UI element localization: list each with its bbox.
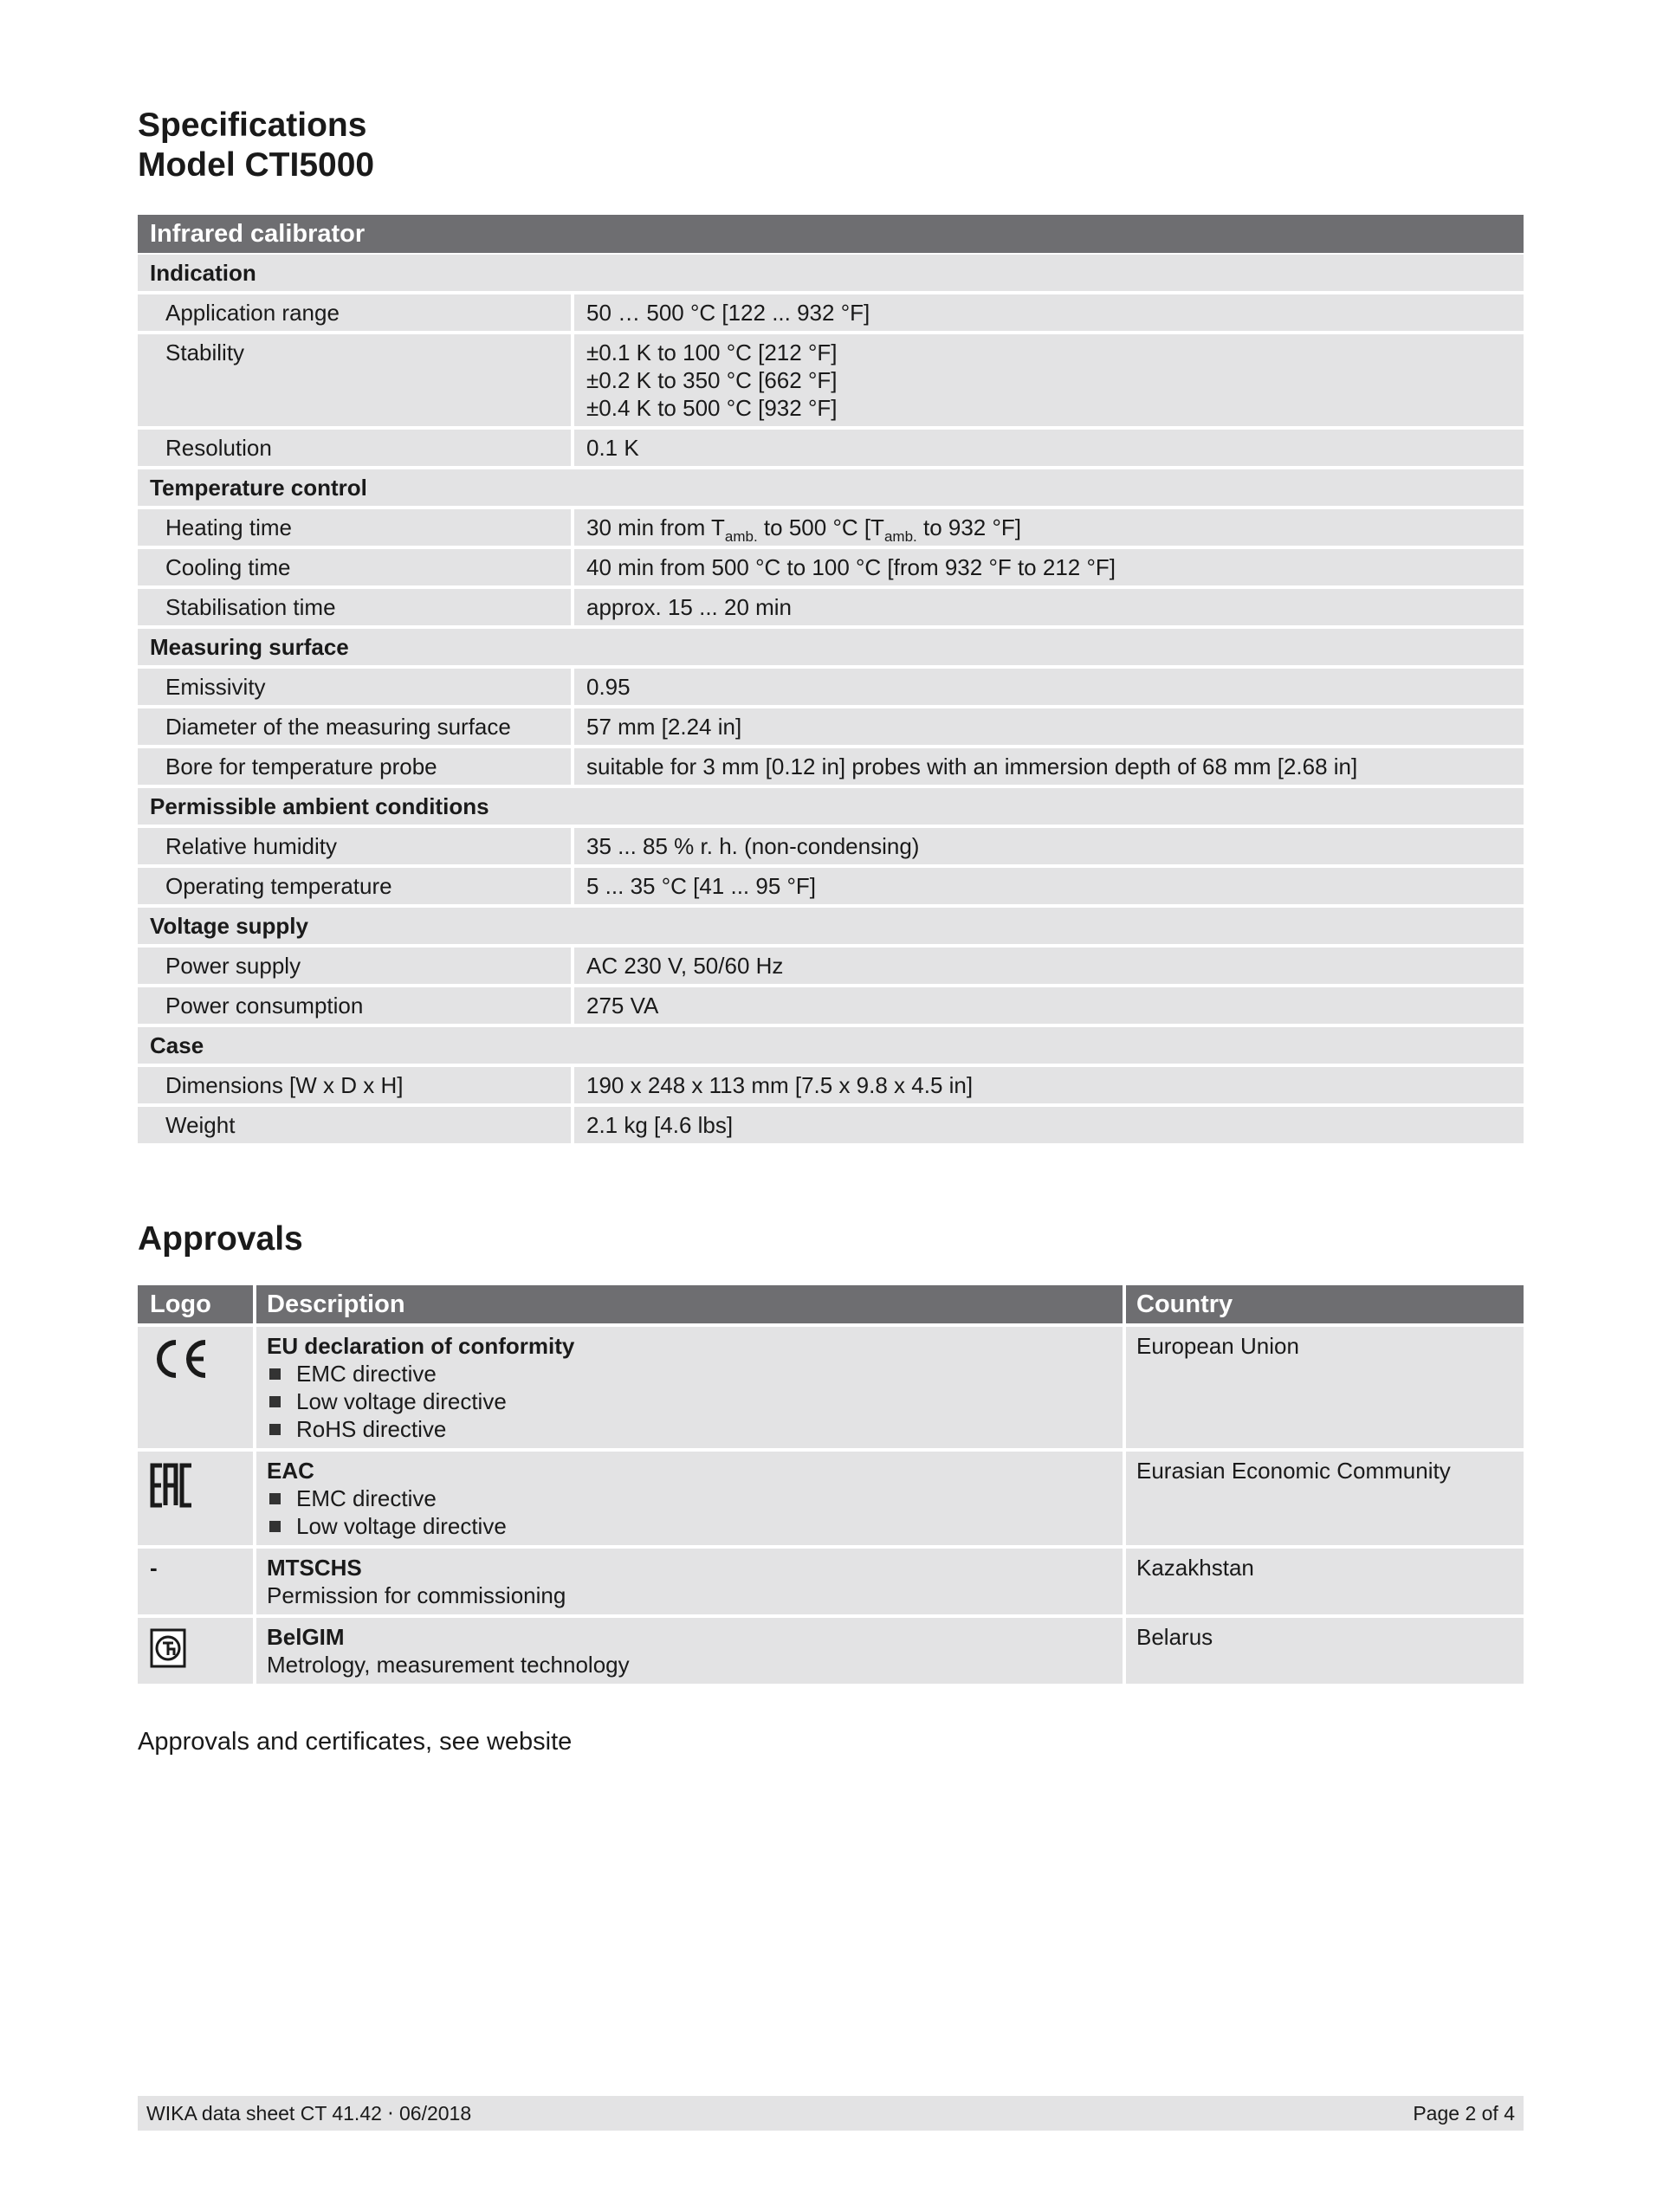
row-value-line: suitable for 3 mm [0.12 in] probes with an immersion depth of 68 mm [2.68 in] <box>586 754 1358 779</box>
row-value <box>574 549 1524 585</box>
row-value <box>574 1067 1524 1103</box>
section-heading: Case <box>138 1027 1524 1064</box>
footer-page-number: Page 2 of 4 <box>1413 2102 1515 2125</box>
row-value <box>574 948 1524 984</box>
row-value <box>574 334 1524 426</box>
list-item-text: RoHS directive <box>296 1416 447 1442</box>
table-row <box>138 294 1524 331</box>
subscript-text: amb. <box>883 528 917 545</box>
row-value-line: AC 230 V, 50/60 Hz <box>586 953 784 979</box>
approval-name: EAC <box>267 1458 314 1484</box>
logo-cell <box>138 1327 253 1448</box>
table-row <box>138 1327 1524 1448</box>
row-label: Weight <box>138 1107 571 1143</box>
table-row <box>138 987 1524 1024</box>
table-row <box>138 589 1524 625</box>
row-label: Diameter of the measuring surface <box>138 708 571 745</box>
row-value-line: 57 mm [2.24 in] <box>586 714 742 740</box>
approvals-table <box>138 1285 1524 1687</box>
description-cell <box>256 1549 1123 1614</box>
row-value <box>574 828 1524 864</box>
country-cell: Belarus <box>1126 1618 1524 1684</box>
row-value-line: 5 ... 35 °C [41 ... 95 °F] <box>586 873 817 899</box>
table-row <box>138 708 1524 745</box>
square-bullet-icon <box>269 1368 281 1380</box>
table-row <box>138 1452 1524 1545</box>
value-text: to 932 °F] <box>916 514 1021 540</box>
square-bullet-icon <box>269 1396 281 1407</box>
row-value-line <box>586 514 1511 545</box>
row-label: Heating time <box>138 509 571 546</box>
list-item <box>267 1512 1123 1540</box>
section-heading: Indication <box>138 255 1524 291</box>
square-bullet-icon <box>269 1521 281 1532</box>
list-item-text: EMC directive <box>296 1485 437 1511</box>
table-row <box>138 1618 1524 1684</box>
list-item-text: Low voltage directive <box>296 1388 507 1414</box>
square-bullet-icon <box>269 1493 281 1504</box>
row-value <box>574 430 1524 466</box>
row-label: Power supply <box>138 948 571 984</box>
page-title-line-1: Specifications <box>138 107 367 144</box>
row-value <box>574 669 1524 705</box>
row-value <box>574 1107 1524 1143</box>
row-value-line: ±0.2 K to 350 °C [662 °F] <box>586 367 838 393</box>
page-title <box>138 106 374 185</box>
value-text: to 500 °C [T <box>757 514 884 540</box>
square-bullet-icon <box>269 1424 281 1435</box>
footer-datasheet-id: WIKA data sheet CT 41.42 ⋅ 06/2018 <box>146 2102 472 2125</box>
logo-cell <box>138 1618 253 1684</box>
row-value <box>574 748 1524 785</box>
table-header: Infrared calibrator <box>138 215 1524 253</box>
column-header-description: Description <box>256 1285 1123 1323</box>
approvals-heading: Approvals <box>138 1220 303 1258</box>
section-heading: Measuring surface <box>138 629 1524 665</box>
row-value-line: ±0.4 K to 500 °C [932 °F] <box>586 395 838 421</box>
table-row <box>138 1549 1524 1614</box>
approval-subtitle: Permission for commissioning <box>267 1582 566 1608</box>
table-row <box>138 748 1524 785</box>
approvals-header-row <box>138 1285 1524 1323</box>
table-row <box>138 868 1524 904</box>
list-item <box>267 1387 1123 1415</box>
list-item <box>267 1415 1123 1443</box>
row-value <box>574 509 1524 546</box>
table-row <box>138 509 1524 546</box>
row-label: Cooling time <box>138 549 571 585</box>
row-value <box>574 868 1524 904</box>
row-value <box>574 708 1524 745</box>
logo-cell <box>138 1452 253 1545</box>
description-cell <box>256 1327 1123 1448</box>
row-value-line: ±0.1 K to 100 °C [212 °F] <box>586 340 838 365</box>
section-heading: Voltage supply <box>138 908 1524 944</box>
ce-mark-icon <box>150 1337 253 1387</box>
row-value-line: 275 VA <box>586 993 659 1019</box>
column-header-logo: Logo <box>138 1285 253 1323</box>
country-cell: European Union <box>1126 1327 1524 1448</box>
table-row <box>138 948 1524 984</box>
row-label: Bore for temperature probe <box>138 748 571 785</box>
table-row <box>138 669 1524 705</box>
row-value-line: 50 … 500 °C [122 ... 932 °F] <box>586 300 870 326</box>
section-heading: Temperature control <box>138 469 1524 506</box>
approvals-footnote: Approvals and certificates, see website <box>138 1728 573 1756</box>
value-text: 30 min from T <box>586 514 725 540</box>
row-label: Stability <box>138 334 571 426</box>
list-item-text: EMC directive <box>296 1361 437 1387</box>
row-label: Application range <box>138 294 571 331</box>
page-footer <box>138 2096 1524 2131</box>
row-label: Dimensions [W x D x H] <box>138 1067 571 1103</box>
list-item-text: Low voltage directive <box>296 1513 507 1539</box>
row-value-line: 0.95 <box>586 674 631 700</box>
row-value-line: 2.1 kg [4.6 lbs] <box>586 1112 734 1138</box>
approval-name: EU declaration of conformity <box>267 1333 575 1359</box>
list-item <box>267 1360 1123 1387</box>
description-cell <box>256 1452 1123 1545</box>
row-value <box>574 294 1524 331</box>
row-value <box>574 589 1524 625</box>
table-row <box>138 1107 1524 1143</box>
row-label: Stabilisation time <box>138 589 571 625</box>
specifications-table <box>138 215 1524 1147</box>
row-value-line: 40 min from 500 °C to 100 °C [from 932 °F to 212 °F] <box>586 554 1116 580</box>
eac-mark-icon <box>150 1462 253 1515</box>
subscript-text: amb. <box>724 528 758 545</box>
table-row <box>138 430 1524 466</box>
row-value-line: 0.1 K <box>586 435 639 461</box>
logo-cell <box>138 1549 253 1614</box>
row-value-line: 190 x 248 x 113 mm [7.5 x 9.8 x 4.5 in] <box>586 1072 974 1098</box>
column-header-country: Country <box>1126 1285 1524 1323</box>
row-value <box>574 987 1524 1024</box>
row-label: Operating temperature <box>138 868 571 904</box>
approval-name: MTSCHS <box>267 1555 362 1581</box>
no-logo-dash: - <box>150 1555 158 1581</box>
table-row <box>138 334 1524 426</box>
approval-subtitle: Metrology, measurement technology <box>267 1652 630 1678</box>
row-value-line: approx. 15 ... 20 min <box>586 594 793 620</box>
country-cell: Kazakhstan <box>1126 1549 1524 1614</box>
table-row <box>138 828 1524 864</box>
row-value-line: 35 ... 85 % r. h. (non-condensing) <box>586 833 920 859</box>
row-label: Power consumption <box>138 987 571 1024</box>
country-cell: Eurasian Economic Community <box>1126 1452 1524 1545</box>
row-label: Resolution <box>138 430 571 466</box>
list-item <box>267 1484 1123 1512</box>
table-row <box>138 549 1524 585</box>
belgim-mark-icon <box>150 1628 253 1676</box>
row-label: Emissivity <box>138 669 571 705</box>
section-heading: Permissible ambient conditions <box>138 788 1524 825</box>
page-title-line-2: Model CTI5000 <box>138 146 375 184</box>
row-label: Relative humidity <box>138 828 571 864</box>
approval-name: BelGIM <box>267 1624 345 1650</box>
table-row <box>138 1067 1524 1103</box>
description-cell <box>256 1618 1123 1684</box>
